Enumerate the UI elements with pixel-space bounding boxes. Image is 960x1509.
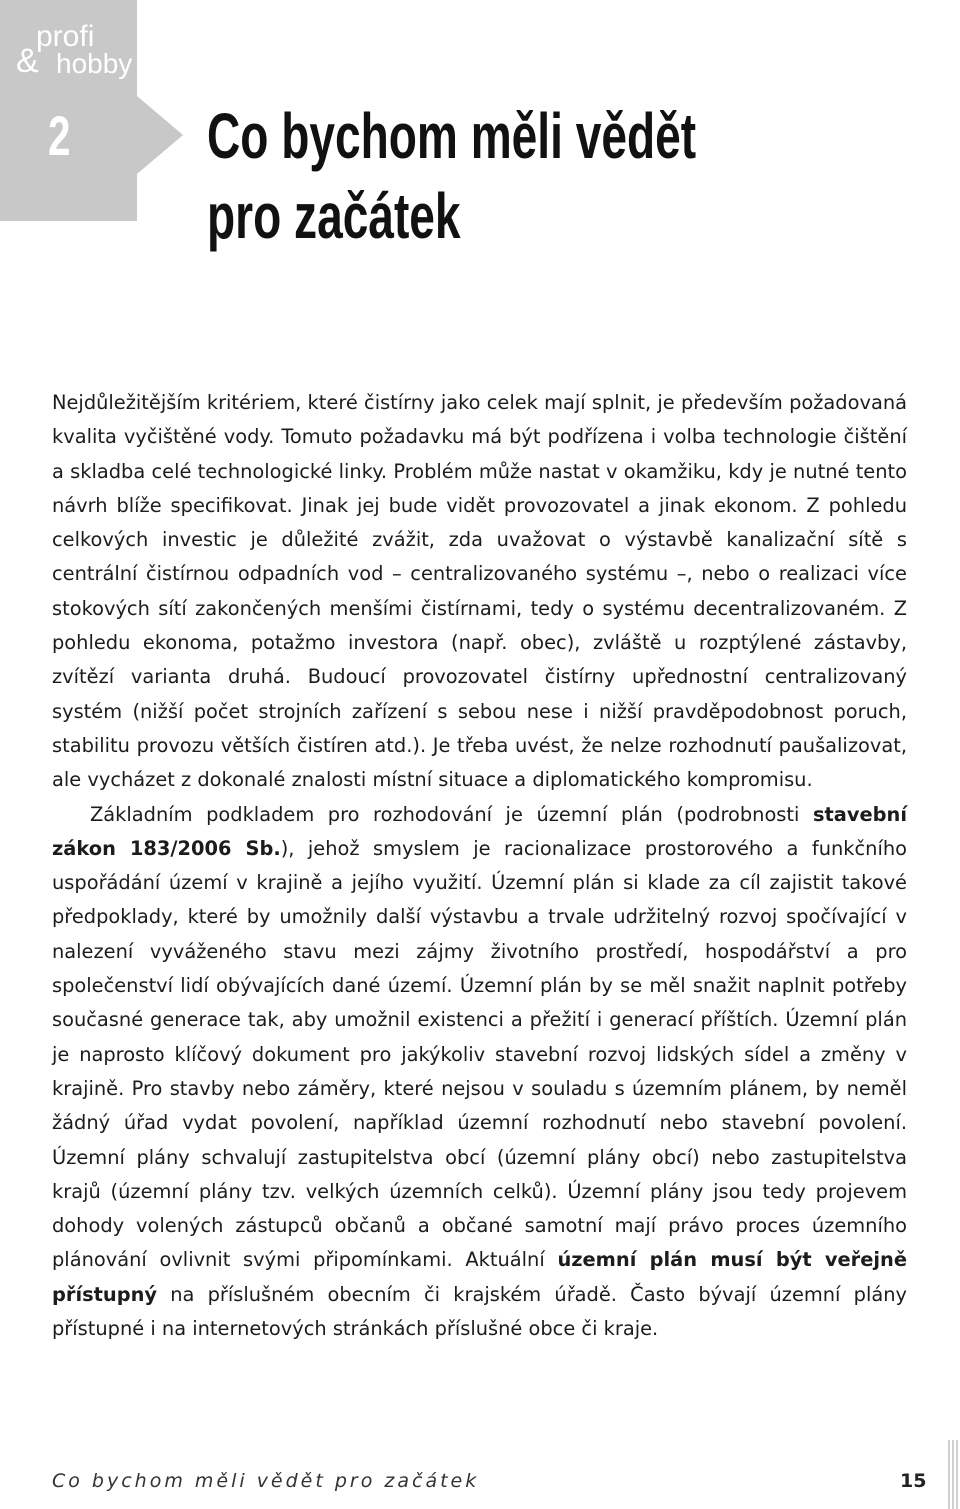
logo-hobby: hobby xyxy=(56,48,133,79)
paragraph-2-bold-plan: územní plán musí být veřejně přístupný xyxy=(52,1248,908,1306)
paragraph-2-bold-law: stavební zákon 183/2006 Sb. xyxy=(52,802,907,860)
paragraph-2-part-a: Základním podkladem pro rozhodování je územní plán (podrobnosti xyxy=(90,802,813,826)
page-number: 15 xyxy=(900,1470,927,1492)
body-text xyxy=(52,386,907,1346)
running-footer-title: Co bychom měli vědět pro začátek xyxy=(52,1470,480,1492)
logo-profi: profi xyxy=(36,20,95,53)
paragraph-2-part-c: ), jehož smyslem je racionalizace prostorového a funkčního uspořádání území v krajině a jejího využití. Územní plán si klade za cíl zajistit takové předpoklady, které by umožnily další výstavbu a trvale udržitelný rozvoj spočívající v nalezení vyváženého stavu mezi zájmy životního prostředí, hospodářství a pro společenství lidí obývajících dané území. Územní plán by se měl snažit naplnit potřeby současné generace tak, aby umožnil existenci a přežití i generací příštích. Územní plán je naprosto klíčový dokument pro jakýkoliv stavební rozvoj lidských sídel a změny v krajině. Pro stavby nebo záměry, které nejsou v souladu s územním plánem, by neměl žádný úřad vydat povolení, například územní rozhodnutí nebo stavební povolení. Územní plány schvalují zastupitelstva obcí (územní plány obcí) nebo zastupitelstva krajů (územní plány tzv. velkých územních celků). Územní plány jsou tedy projevem dohody volených zástupců občanů a občané samotní mají právo proces územního plánování ovlivnit svými připomínkami. Aktuální xyxy=(52,836,907,1272)
chapter-title xyxy=(207,96,725,256)
footer-edge-bar xyxy=(948,1440,960,1509)
chapter-title-line-2: pro začátek xyxy=(207,180,461,252)
chapter-tab-arrow xyxy=(137,96,183,174)
paragraph-1: Nejdůležitějším kritériem, které čistírny jako celek mají splnit, je především požadovaná kvalita vyčištěné vody. Tomuto požadavku má být podřízena i volba technologie čištění a skladba celé technologické linky. Problém může nastat v okamžiku, kdy je nutné tento návrh blíže specifikovat. Jinak jej bude vidět provozovatel a jinak ekonom. Z pohledu celkových investic je důležité zvážit, zda uvažovat o výstavbě kanalizační sítě s centrální čistírnou odpadních vod – centralizovaného systému –, nebo o realizaci více stokových sítí zakončených menšími čistírnami, tedy o systému decentralizovaném. Z pohledu ekonoma, potažmo investora (např. obec), zvláště u rozptýlené zástavby, zvítězí varianta druhá. Budoucí provozovatel čistírny upřednostní centralizovaný systém (nižší počet strojních zařízení s sebou nese i nižší pravděpodobnost poruch, stabilitu provozu větších čistíren atd.). Je třeba uvést, že nelze rozhodnutí paušalizovat, ale vycházet z dokonalé znalosti místní situace a diplomatického kompromisu. xyxy=(52,391,907,792)
chapter-number: 2 xyxy=(48,104,71,167)
paragraph-2-part-e: na příslušném obecním či krajském úřadě. Často bývají územní plány přístupné i na internetových stránkách příslušné obce či kraje. xyxy=(52,1282,907,1341)
paragraph-2 xyxy=(52,798,907,1347)
logo-ampersand: & xyxy=(16,42,39,80)
chapter-title-line-1: Co bychom měli vědět xyxy=(207,100,697,172)
